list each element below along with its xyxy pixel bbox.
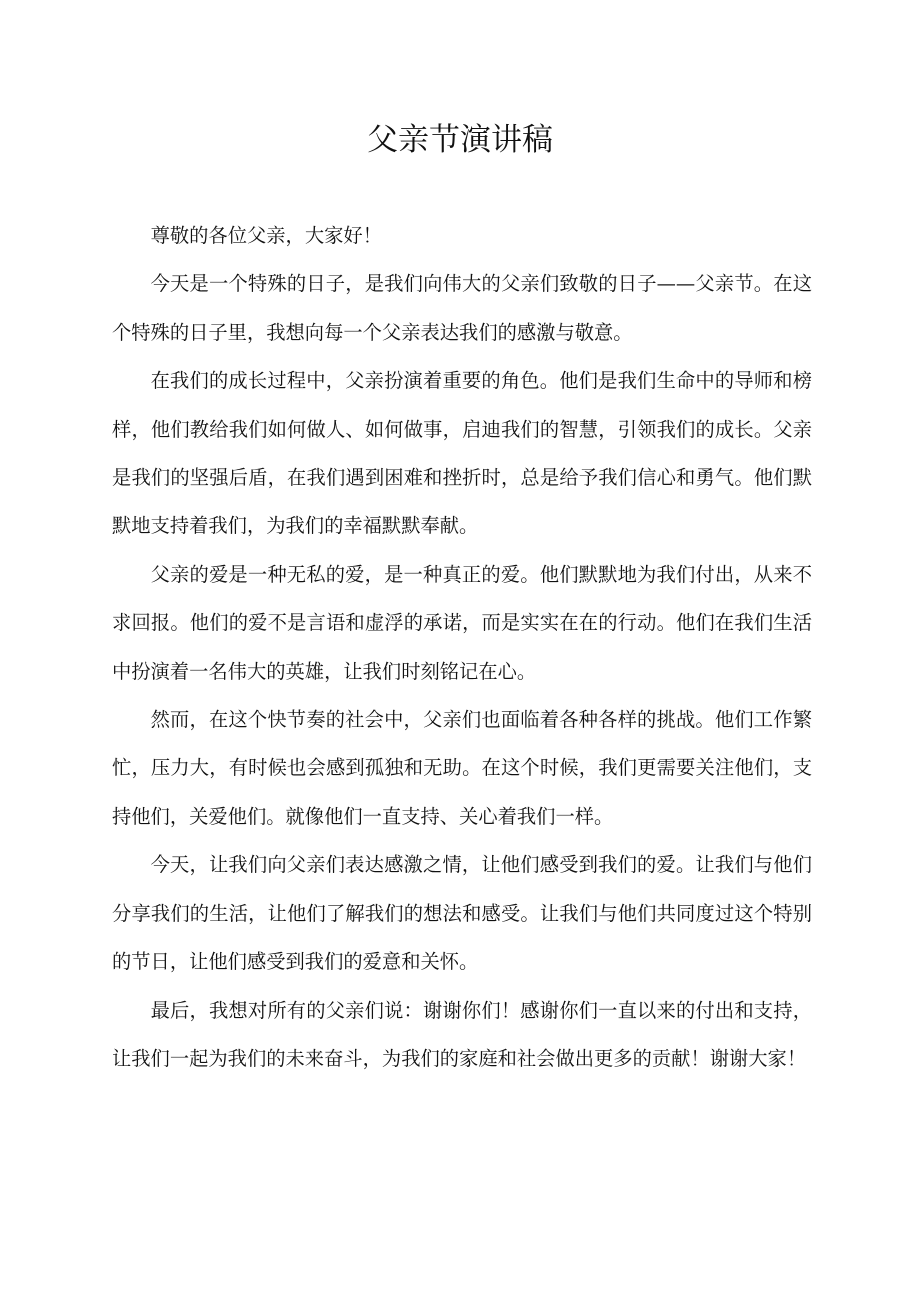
paragraph-role: 在我们的成长过程中，父亲扮演着重要的角色。他们是我们生命中的导师和榜样，他们教给我们如何做人、如何做事，启迪我们的智慧，引领我们的成长。父亲是我们的坚强后盾，在我们遇到困难和挫折时，总是给予我们信心和勇气。他们默默地支持着我们，为我们的幸福默默奉献。: [112, 369, 812, 538]
speech-body: [112, 212, 812, 1083]
paragraph-greeting: 尊敬的各位父亲，大家好！: [150, 224, 382, 247]
paragraph-intro: 今天是一个特殊的日子，是我们向伟大的父亲们致敬的日子——父亲节。在这个特殊的日子里，我想向每一个父亲表达我们的感激与敬意。: [112, 272, 812, 344]
paragraph-gratitude: 今天，让我们向父亲们表达感激之情，让他们感受到我们的爱。让我们与他们分享我们的生活，让他们了解我们的想法和感受。让我们与他们共同度过这个特别的节日，让他们感受到我们的爱意和关怀。: [112, 853, 812, 974]
paragraph-love: 父亲的爱是一种无私的爱，是一种真正的爱。他们默默地为我们付出，从来不求回报。他们的爱不是言语和虚浮的承诺，而是实实在在的行动。他们在我们生活中扮演着一名伟大的英雄，让我们时刻铭记在心。: [112, 562, 812, 683]
page-title: 父亲节演讲稿: [367, 122, 553, 158]
paragraph-challenges: 然而，在这个快节奏的社会中，父亲们也面临着各种各样的挑战。他们工作繁忙，压力大，有时候也会感到孤独和无助。在这个时候，我们更需要关注他们，支持他们，关爱他们。就像他们一直支持、关心着我们一样。: [112, 708, 812, 828]
paragraph-closing: 最后，我想对所有的父亲们说：谢谢你们！感谢你们一直以来的付出和支持，让我们一起为我们的未来奋斗，为我们的家庭和社会做出更多的贡献！谢谢大家！: [112, 998, 812, 1070]
